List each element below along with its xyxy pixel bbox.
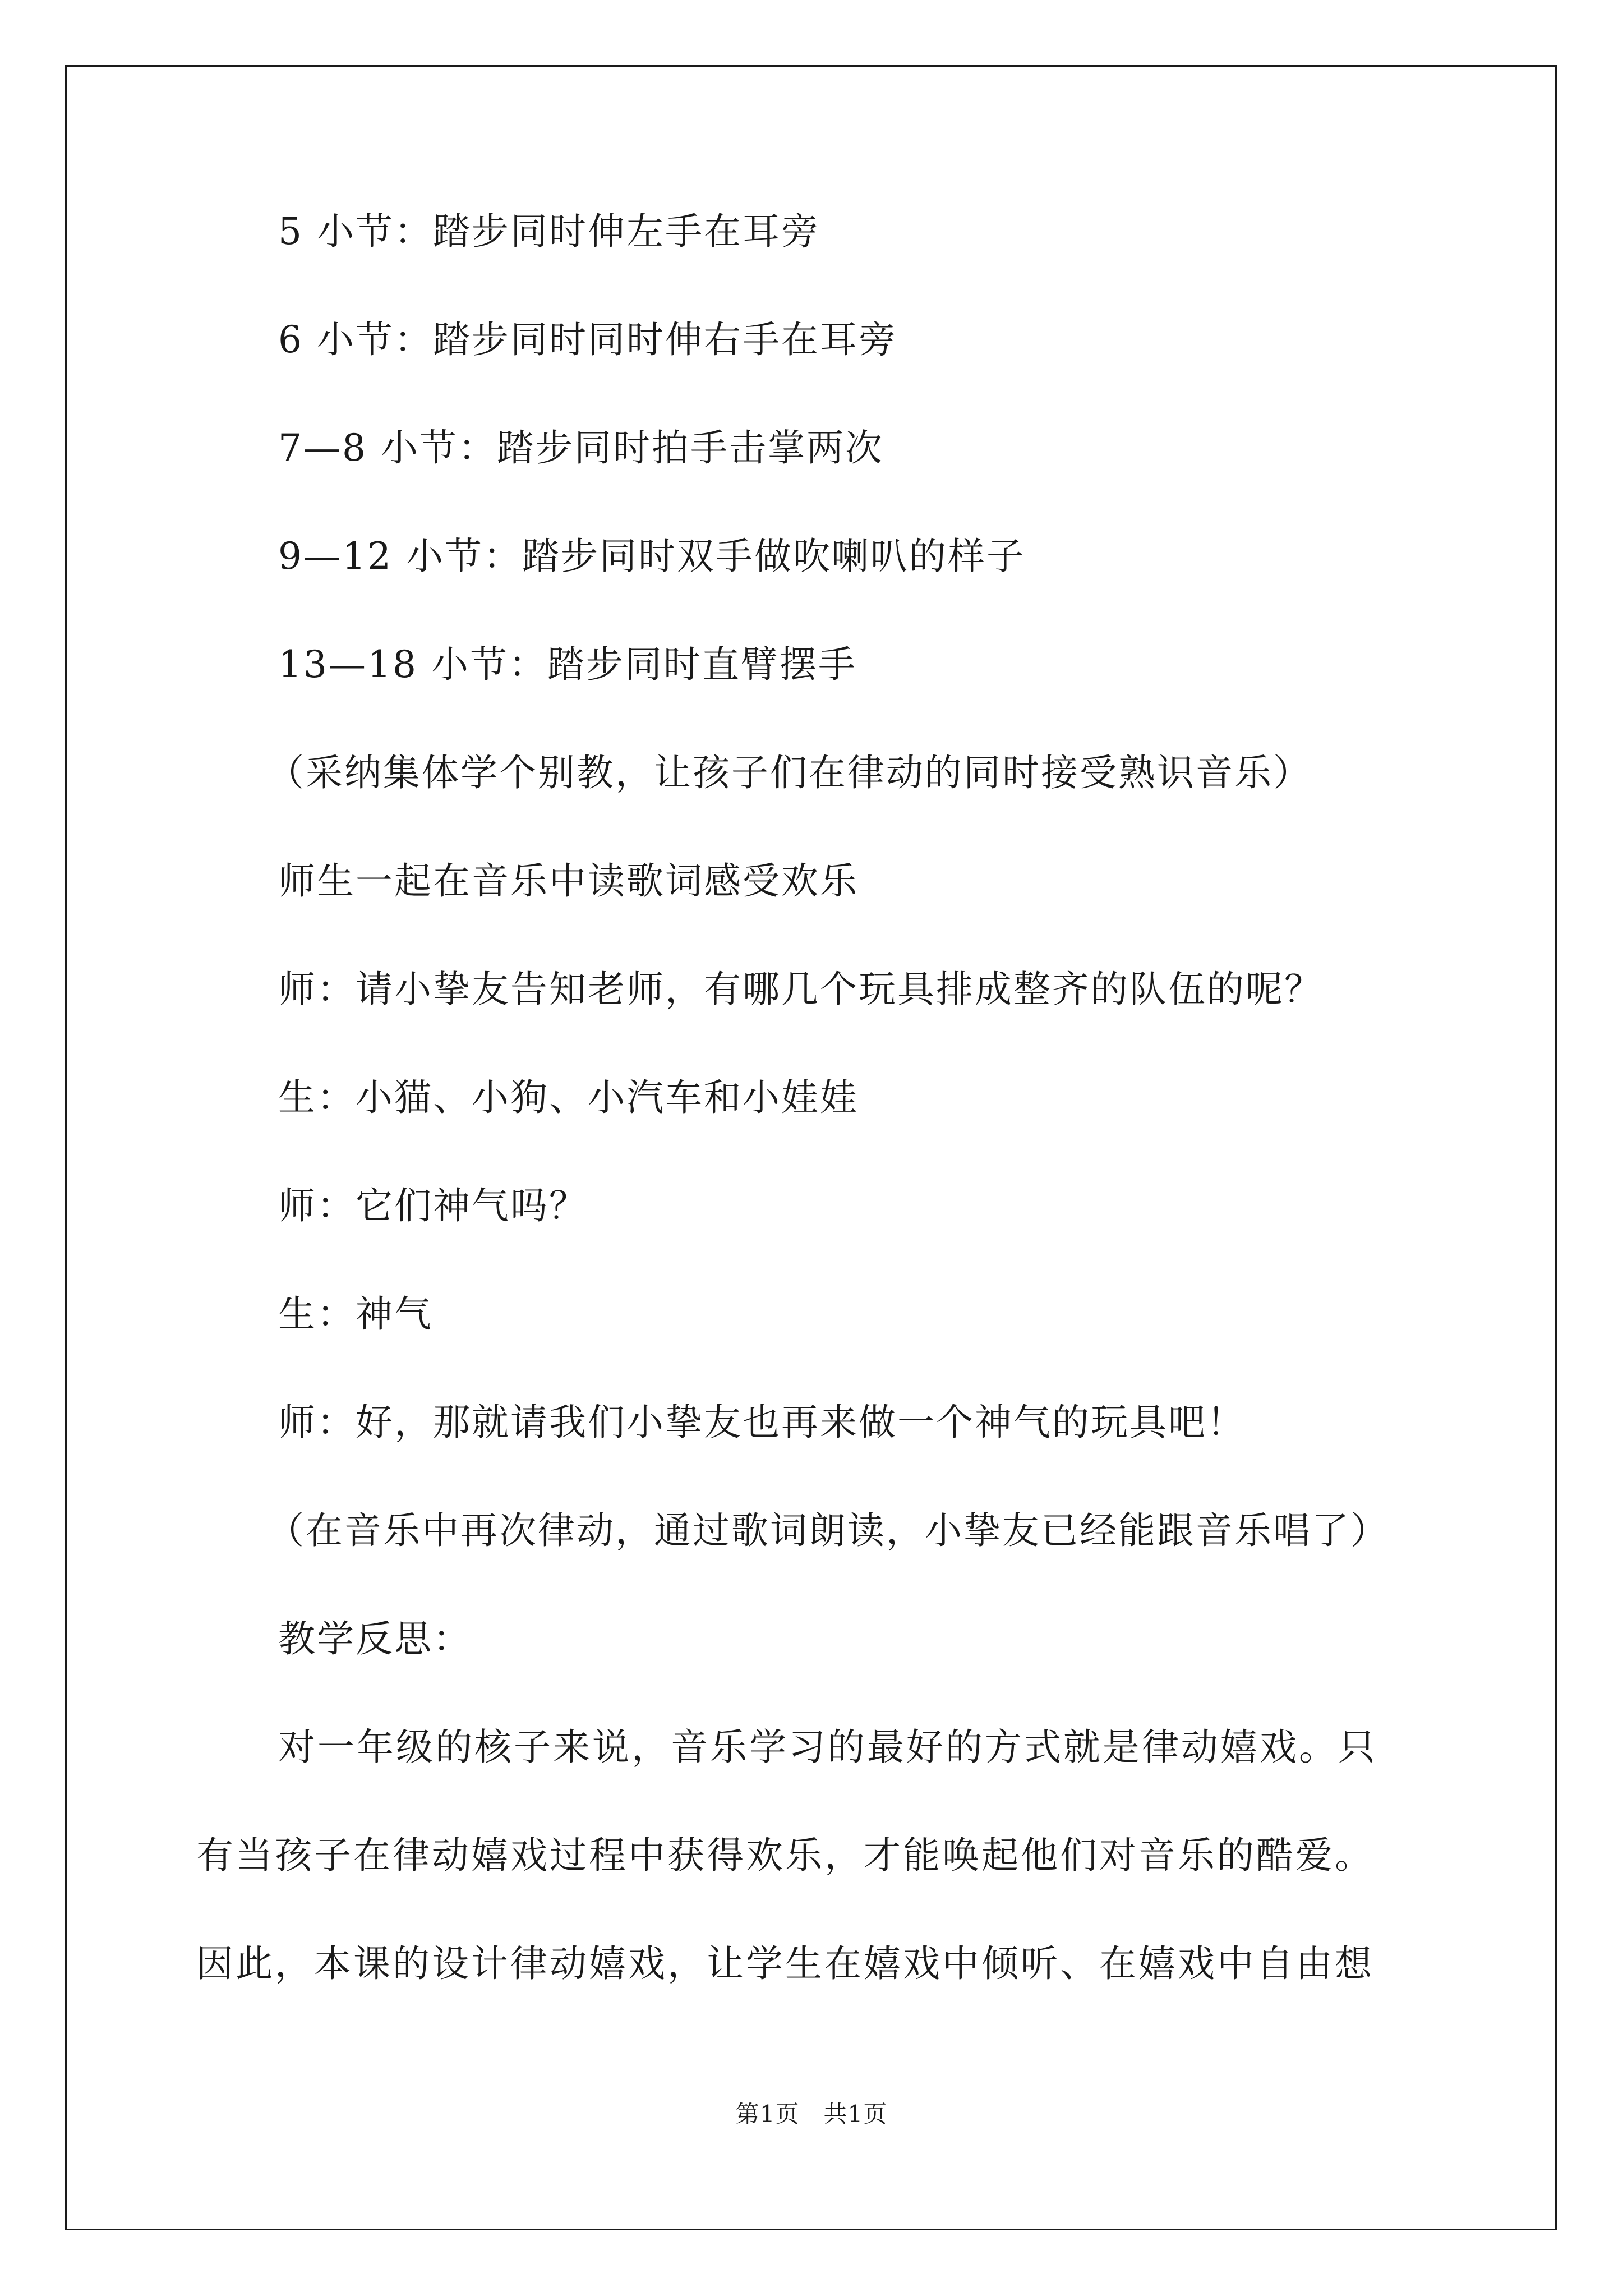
text-line: 师生一起在音乐中读歌词感受欢乐 [278, 859, 859, 903]
paragraph-line: 有当孩子在律动嬉戏过程中获得欢乐，才能唤起他们对音乐的酷爱。 [196, 1834, 1374, 1877]
text-line: 5 小节：踏步同时伸左手在耳旁 [278, 210, 820, 253]
text-line: 师：好，那就请我们小挚友也再来做一个神气的玩具吧！ [278, 1401, 1246, 1444]
text-line: 9—12 小节：踏步同时双手做吹喇叭的样子 [278, 535, 1025, 578]
paragraph-line: 对一年级的核子来说，音乐学习的最好的方式就是律动嬉戏。只 [278, 1726, 1377, 1769]
text-line: 生：小猫、小狗、小汽车和小娃娃 [278, 1076, 859, 1119]
text-line: 13—18 小节：踏步同时直臂摆手 [278, 643, 857, 686]
text-line: 师：请小挚友告知老师，有哪几个玩具排成整齐的队伍的呢？ [278, 968, 1323, 1011]
text-line: （在音乐中再次律动，通过歌词朗读，小挚友已经能跟音乐唱了） [267, 1509, 1389, 1552]
text-line: 6 小节：踏步同时同时伸右手在耳旁 [278, 318, 897, 361]
text-line: （采纳集体学个别教，让孩子们在律动的同时接受熟识音乐） [267, 751, 1312, 794]
paragraph-line: 因此，本课的设计律动嬉戏，让学生在嬉戏中倾听、在嬉戏中自由想 [196, 1942, 1374, 1985]
page-footer: 第1页 共1页 [735, 2100, 888, 2128]
document-body [196, 210, 1464, 2054]
text-line: 师：它们神气吗？ [278, 1184, 588, 1227]
text-line: 7—8 小节：踏步同时拍手击掌两次 [278, 426, 884, 470]
section-heading: 教学反思： [278, 1617, 472, 1660]
reflection-paragraph [196, 1726, 1464, 2054]
text-line: 生：神气 [278, 1292, 433, 1336]
